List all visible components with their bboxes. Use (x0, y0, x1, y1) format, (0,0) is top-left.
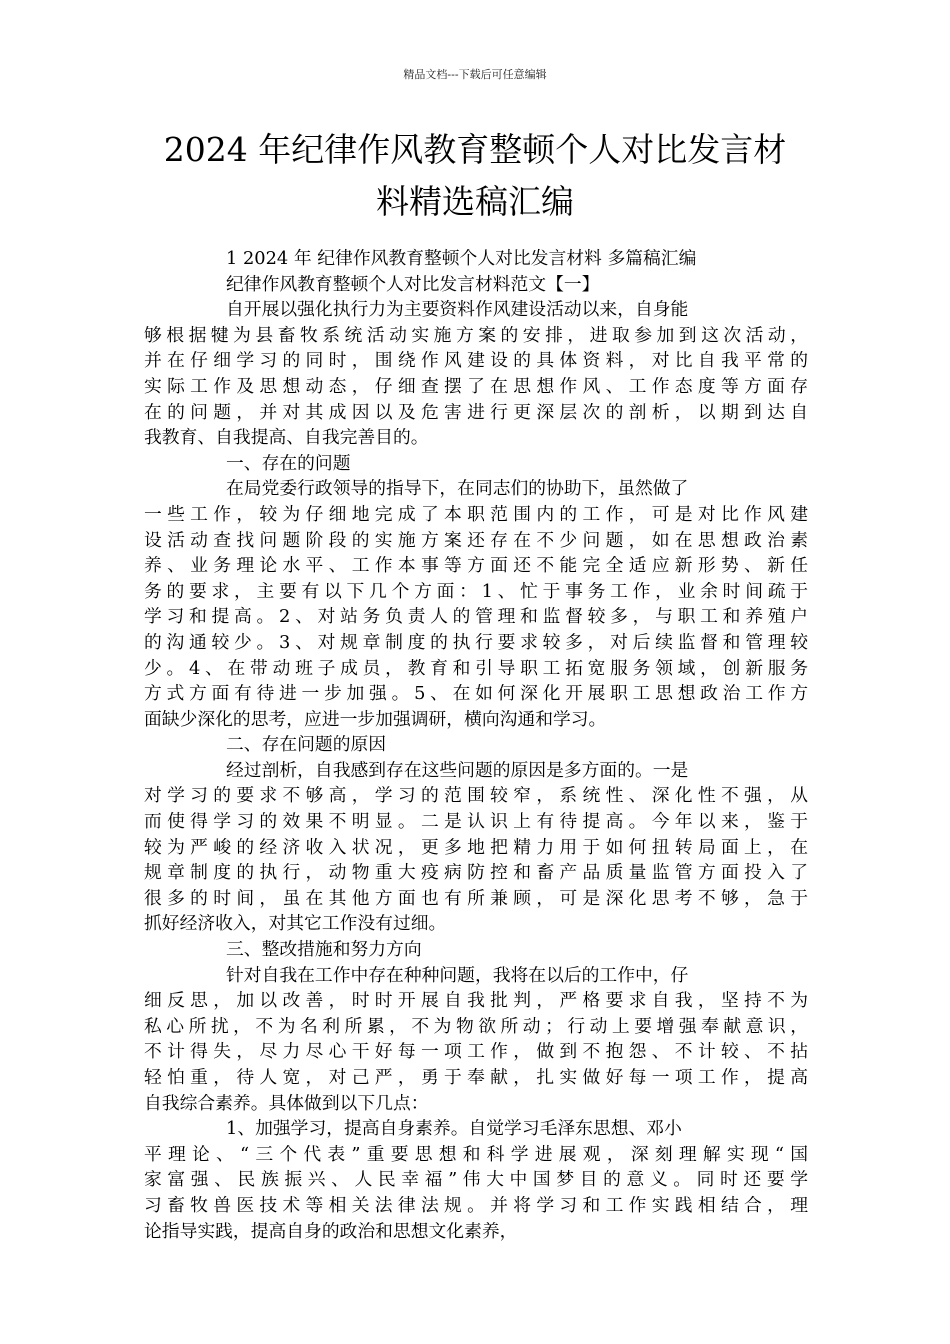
text-line: 实际工作及思想动态，仔细查摆了在思想作风、工作态度等方面存 (144, 375, 808, 397)
text-line: 够根据犍为县畜牧系统活动实施方案的安排，进取参加到这次活动， (144, 324, 808, 346)
text-line: 针对自我在工作中存在种种问题，我将在以后的工作中，仔 (226, 964, 689, 986)
document-title (140, 124, 810, 228)
text-line: 在的问题，并对其成因以及危害进行更深层次的剖析，以期到达自 (144, 401, 808, 423)
paragraph-causes (144, 758, 808, 937)
page-header: 精品文档---下载后可任意编辑 (403, 68, 547, 81)
text-line: 论指导实践，提高自身的政治和思想文化素养， (144, 1220, 518, 1242)
document-body (144, 246, 808, 1244)
section-heading-3: 三、整改措施和努力方向 (226, 939, 422, 961)
title-line-2: 料精选稿汇编 (376, 182, 574, 221)
section-heading-1: 一、存在的问题 (226, 452, 351, 474)
text-line: 经过剖析，自我感到存在这些问题的原因是多方面的。一是 (226, 759, 689, 781)
text-line: 我教育、自我提高、自我完善目的。 (144, 427, 429, 449)
subtitle-line-2: 纪律作风教育整顿个人对比发言材料范文【一】 (226, 273, 600, 295)
text-line: 养、业务理论水平、工作本事等方面还不能完全适应新形势、新任 (144, 555, 808, 577)
text-line: 而使得学习的效果不明显。二是认识上有待提高。今年以来，鉴于 (144, 811, 808, 833)
text-line: 自开展以强化执行力为主要资料作风建设活动以来，自身能 (226, 299, 689, 321)
text-line: 自我综合素养。具体做到以下几点： (144, 1092, 429, 1114)
text-line: 平理论、“三个代表”重要思想和科学进展观，深刻理解实现“国 (144, 1143, 808, 1165)
text-line: 家富强、民族振兴、人民幸福”伟大中国梦目的意义。同时还要学 (144, 1169, 808, 1191)
text-line: 面缺少深化的思考，应进一步加强调研，横向沟通和学习。 (144, 708, 607, 730)
text-line: 务的要求，主要有以下几个方面：1、忙于事务工作，业余时间疏于 (144, 580, 808, 602)
text-line: 对学习的要求不够高，学习的范围较窄，系统性、深化性不强，从 (144, 785, 808, 807)
text-line: 很多的时间，虽在其他方面也有所兼顾，可是深化思考不够，急于 (144, 887, 808, 909)
paragraph-intro (144, 297, 808, 451)
text-line: 设活动查找问题阶段的实施方案还存在不少问题，如在思想政治素 (144, 529, 808, 551)
text-line: 方式方面有待进一步加强。5、在如何深化开展职工思想政治工作方 (144, 683, 808, 705)
text-line: 少。4、在带动班子成员，教育和引导职工拓宽服务领域，创新服务 (144, 657, 808, 679)
paragraph-measures (144, 963, 808, 1117)
text-line: 习畜牧兽医技术等相关法律法规。并将学习和工作实践相结合，理 (144, 1194, 808, 1216)
text-line: 规章制度的执行，动物重大疫病防控和畜产品质量监管方面投入了 (144, 862, 808, 884)
title-line-1: 2024 年纪律作风教育整顿个人对比发言材 (163, 130, 787, 169)
text-line: 1、加强学习，提高自身素养。自觉学习毛泽东思想、邓小 (226, 1118, 682, 1140)
text-line: 私心所扰，不为名利所累，不为物欲所动；行动上要增强奉献意识， (144, 1015, 808, 1037)
text-line: 学习和提高。2、对站务负责人的管理和监督较多，与职工和养殖户 (144, 606, 808, 628)
section-heading-2: 二、存在问题的原因 (226, 734, 387, 756)
text-line: 细反思，加以改善，时时开展自我批判，严格要求自我，坚持不为 (144, 990, 808, 1012)
paragraph-problems (144, 476, 808, 732)
text-line: 较为严峻的经济收入状况，更多地把精力用于如何扭转局面上，在 (144, 836, 808, 858)
text-line: 轻怕重，待人宽，对己严，勇于奉献，扎实做好每一项工作，提高 (144, 1067, 808, 1088)
text-line: 的沟通较少。3、对规章制度的执行要求较多，对后续监督和管理较 (144, 631, 808, 653)
text-line: 抓好经济收入，对其它工作没有过细。 (144, 913, 447, 935)
text-line: 一些工作，较为仔细地完成了本职范围内的工作，可是对比作风建 (144, 503, 808, 525)
subtitle-line-1: 1 2024 年 纪律作风教育整顿个人对比发言材料 多篇稿汇编 (226, 248, 697, 269)
paragraph-point-1 (144, 1116, 808, 1244)
text-line: 不计得失，尽力尽心干好每一项工作，做到不抱怨、不计较、不拈 (144, 1041, 808, 1063)
text-line: 在局党委行政领导的指导下，在同志们的协助下，虽然做了 (226, 478, 689, 500)
text-line: 并在仔细学习的同时，围绕作风建设的具体资料，对比自我平常的 (144, 350, 808, 372)
